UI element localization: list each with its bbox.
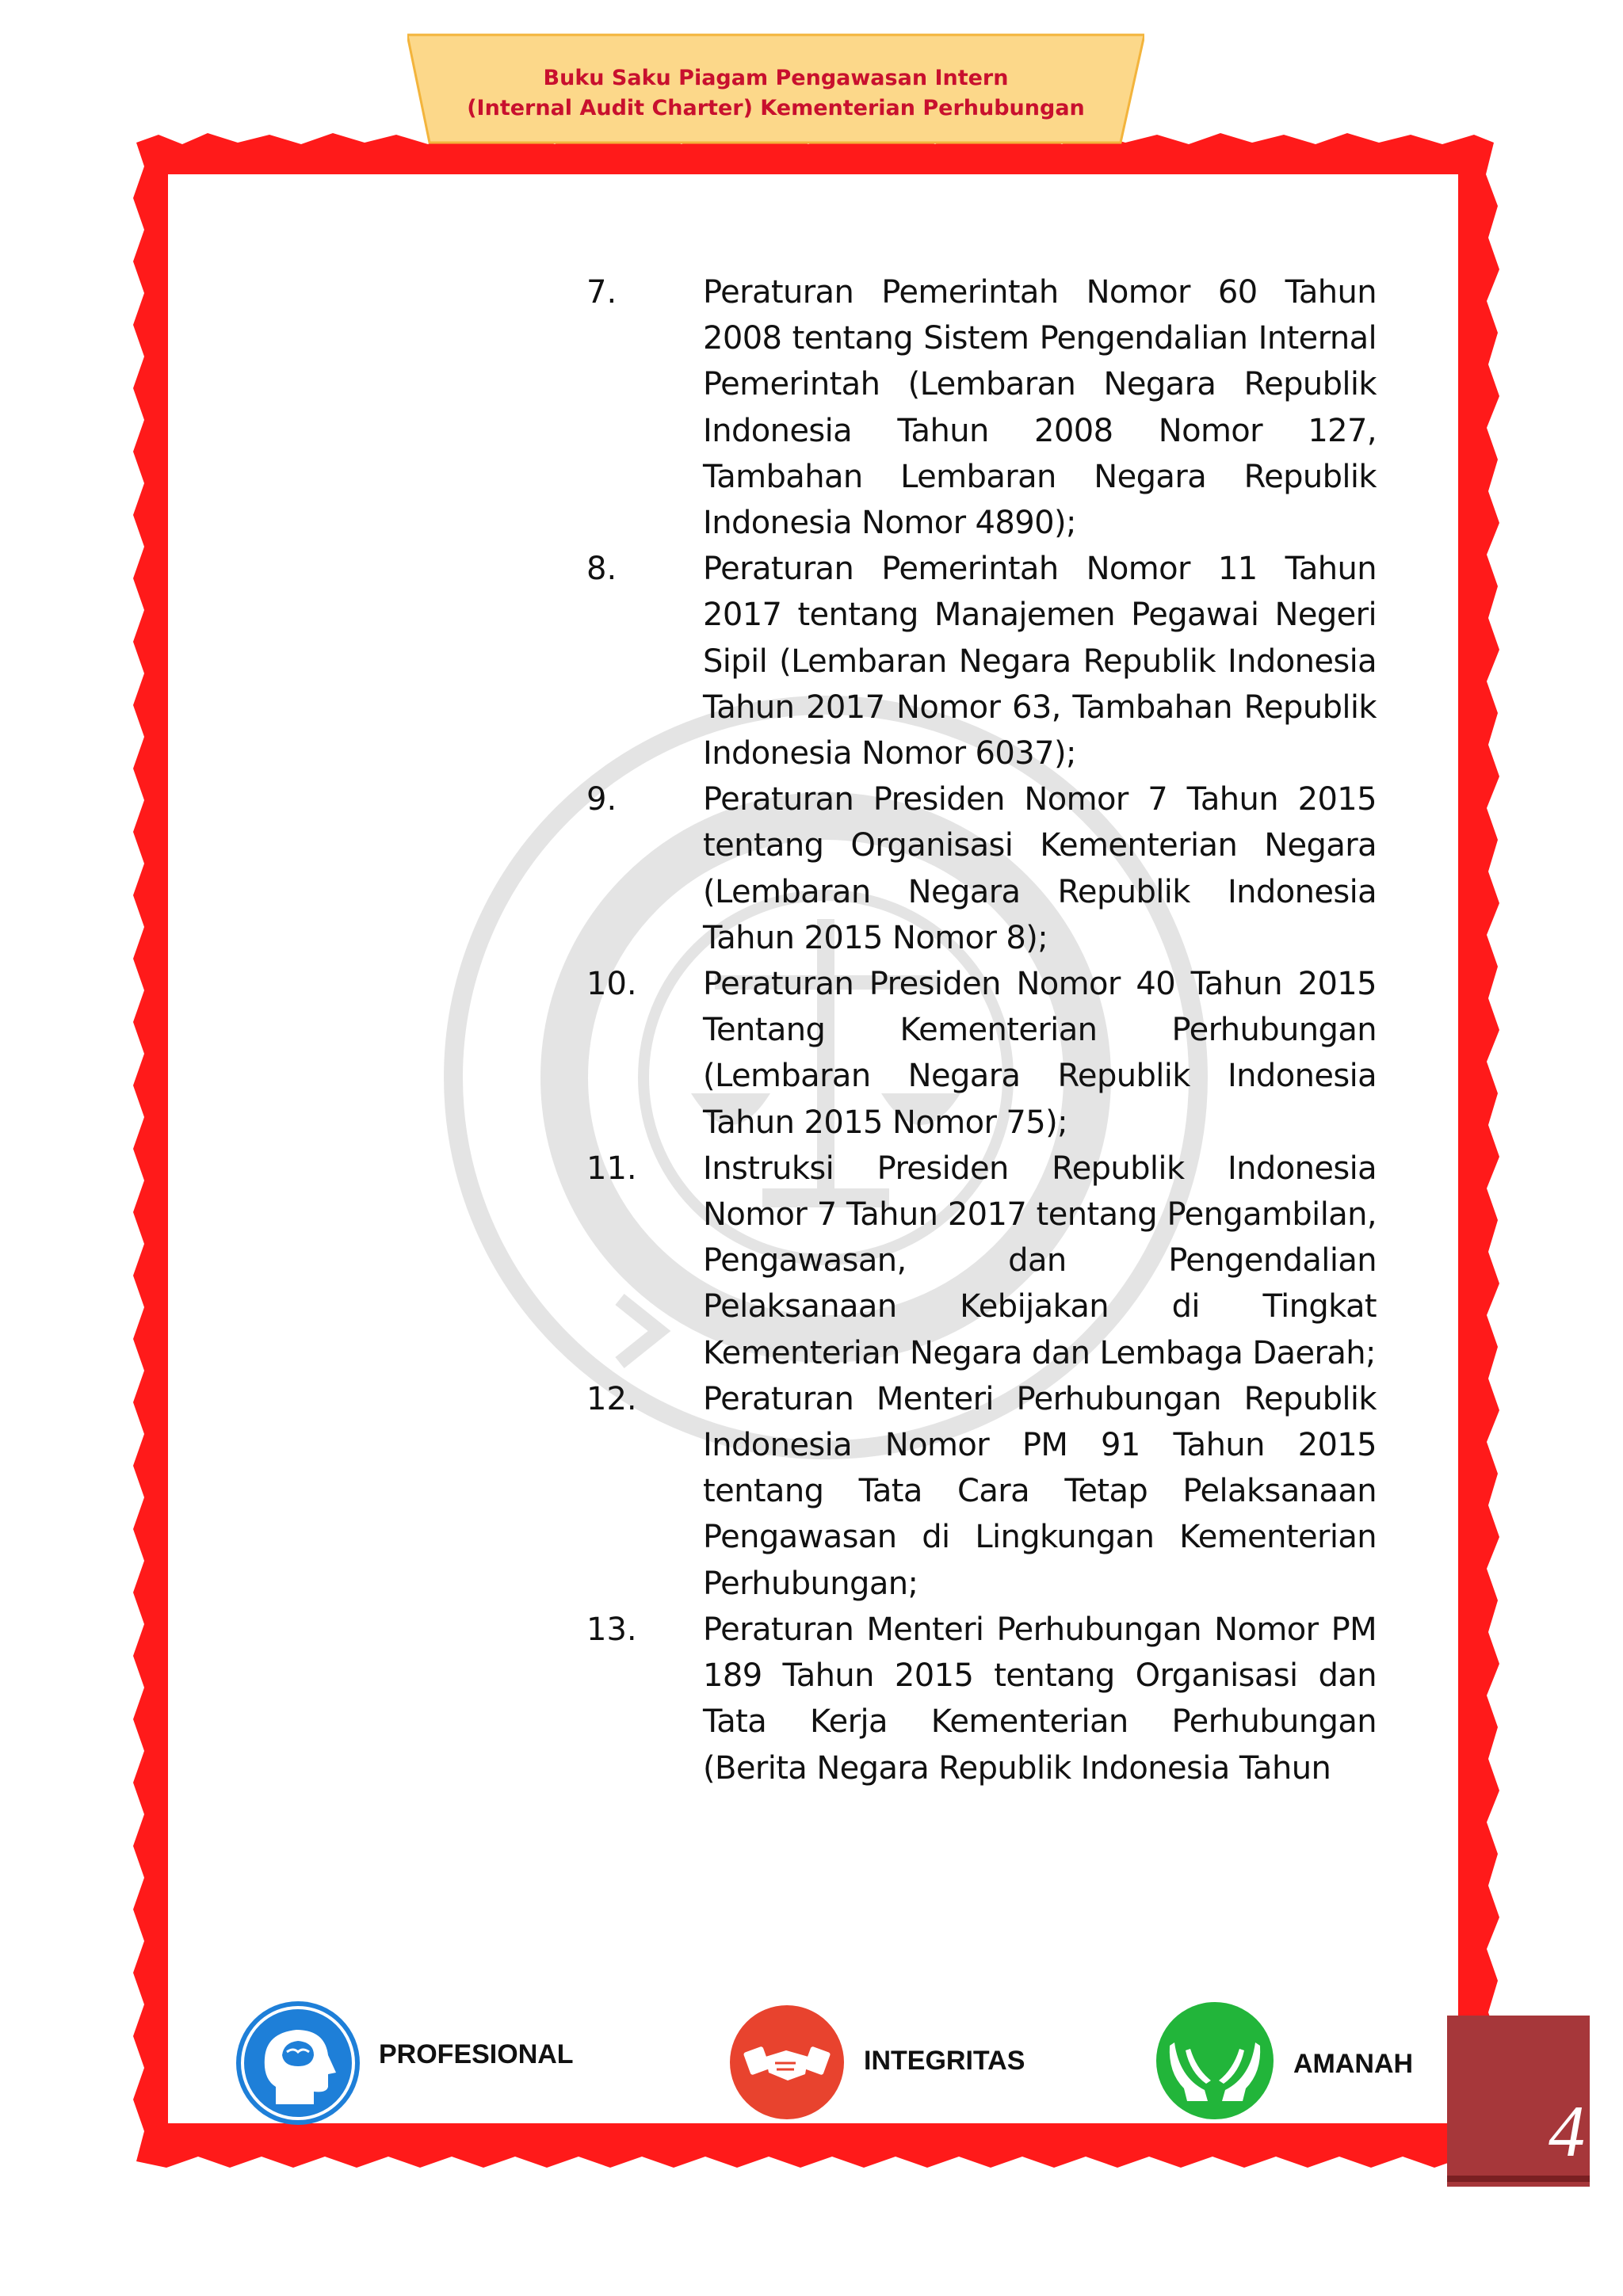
list-item-number: 7.	[586, 274, 617, 311]
page-number-underline	[1447, 2176, 1590, 2182]
header-title	[407, 63, 1144, 124]
list-item-text: Peraturan Menteri Perhubungan Republik Indonesia Nomor PM 91 Tahun 2015 tentang Tata Cara Tetap Pelaksanaan Pengawasan di Lingkungan Kementerian Perhubungan;	[703, 1380, 1377, 1602]
value-label-amanah: AMANAH	[1293, 2049, 1414, 2079]
header-line-1: Buku Saku Piagam Pengawasan Intern	[543, 66, 1009, 90]
list-item-text: Peraturan Pemerintah Nomor 11 Tahun 2017 tentang Manajemen Pegawai Negeri Sipil (Lembaran Negara Republik Indonesia Tahun 2017 Nomor 63, Tambahan Republik Indonesia Nomor 6037);	[703, 551, 1377, 772]
list-item	[168, 269, 1458, 546]
list-item-number: 10.	[586, 966, 637, 1003]
page-number: 4	[1549, 2091, 1585, 2172]
list-item	[168, 546, 1458, 776]
list-item-number: 9.	[586, 781, 617, 818]
list-item	[168, 1607, 1458, 1791]
head-brain-icon	[235, 2000, 361, 2126]
list-item-number: 12.	[586, 1380, 637, 1417]
list-item-number: 8.	[586, 551, 617, 588]
regulation-list	[168, 269, 1458, 1791]
list-item-text: Instruksi Presiden Republik Indonesia Nomor 7 Tahun 2017 tentang Pengambilan, Pengawasan, dan Pengendalian Pelaksanaan Kebijakan di Tingkat Kementerian Negara dan Lembaga Daerah;	[703, 1150, 1377, 1371]
caring-hands-icon	[1155, 2001, 1274, 2120]
list-item	[168, 1146, 1458, 1376]
list-item-number: 11.	[586, 1150, 637, 1187]
list-item-text: Peraturan Presiden Nomor 40 Tahun 2015 Tentang Kementerian Perhubungan (Lembaran Negara Republik Indonesia Tahun 2015 Nomor 75);	[703, 966, 1377, 1141]
list-item-text: Peraturan Pemerintah Nomor 60 Tahun 2008 tentang Sistem Pengendalian Internal Pemerintah (Lembaran Negara Republik Indonesia Tahun 2008 Nomor 127, Tambahan Lembaran Negara Republik Indonesia Nomor 4890);	[703, 274, 1377, 542]
value-label-integritas: INTEGRITAS	[864, 2046, 1025, 2076]
list-item-text: Peraturan Menteri Perhubungan Nomor PM 189 Tahun 2015 tentang Organisasi dan Tata Kerja Kementerian Perhubungan (Berita Negara Republik Indonesia Tahun	[703, 1611, 1377, 1787]
list-item	[168, 1376, 1458, 1607]
header-line-2: (Internal Audit Charter) Kementerian Perhubungan	[467, 96, 1085, 120]
handshake-icon	[729, 2004, 845, 2120]
list-item-number: 13.	[586, 1611, 637, 1648]
list-item	[168, 961, 1458, 1146]
value-label-profesional: PROFESIONAL	[379, 2039, 574, 2069]
list-item	[168, 776, 1458, 961]
list-item-text: Peraturan Presiden Nomor 7 Tahun 2015 tentang Organisasi Kementerian Negara (Lembaran Negara Republik Indonesia Tahun 2015 Nomor 8);	[703, 781, 1377, 956]
header-tab	[407, 33, 1144, 152]
page-body	[168, 174, 1458, 2123]
